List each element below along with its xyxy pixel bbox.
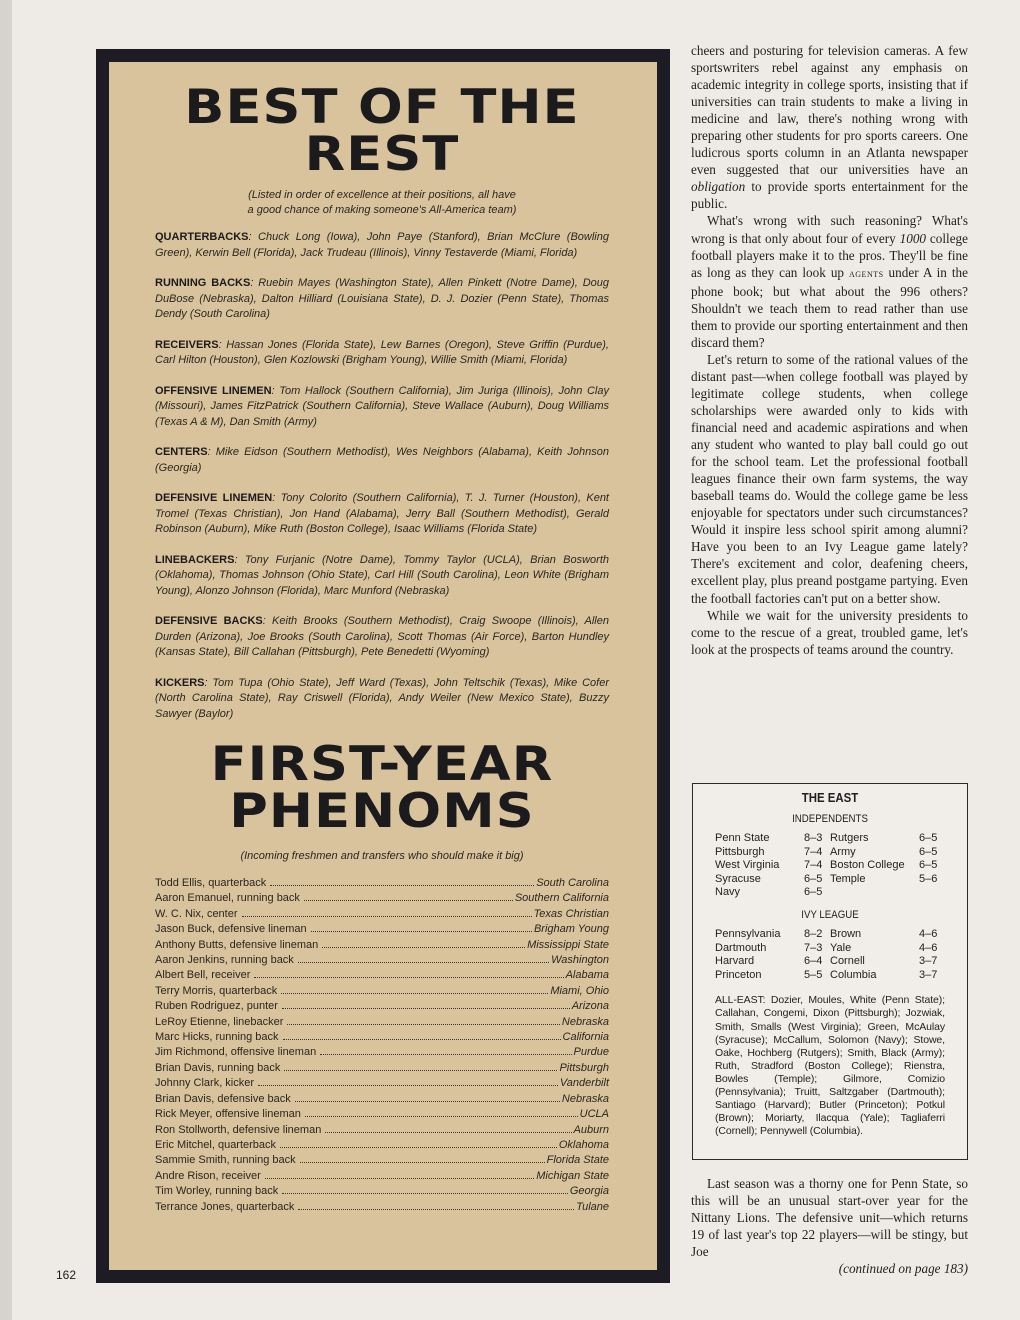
standings-row (715, 928, 830, 942)
phenom-row (155, 1200, 609, 1215)
team-name: Penn State (715, 832, 770, 844)
phenom-player: Anthony Butts, defensive lineman (155, 938, 319, 951)
team-name: Cornell (830, 955, 865, 968)
best-of-rest-title-line2: REST (304, 127, 460, 182)
phenom-row (155, 922, 609, 937)
team-record: 7–3 (804, 941, 823, 954)
ivy-right-column (830, 928, 945, 982)
article-paragraph: While we wait for the university presidents to come to the rescue of a great, troubled game, let's look at the prospects of teams around the country. (691, 607, 968, 657)
team-record: 7–4 (804, 845, 823, 858)
standings-row (715, 886, 830, 900)
phenom-row (155, 891, 609, 906)
team-name: Boston College (830, 859, 905, 872)
position-entry (155, 338, 609, 369)
phenom-player: Tim Worley, running back (155, 1185, 279, 1198)
position-players: : Ruebin Mayes (Washington State), Allen Pinkett (Notre Dame), Doug DuBose (Nebraska), Dalton Hilliard (Louisiana State), D. J. Dozier (Penn State), Thomas Dendy (South Carolina) (155, 277, 609, 320)
dot-leader (284, 1070, 557, 1071)
article-p2-smallcaps: agents (849, 267, 884, 280)
dot-leader (305, 1116, 578, 1117)
standings-row (715, 832, 830, 846)
dot-leader (283, 1039, 561, 1040)
position-label: QUARTERBACKS (155, 231, 249, 243)
dot-leader (320, 1054, 571, 1055)
team-record: 7–4 (804, 859, 823, 872)
article-p2c: under A in the phone book; but what about the 996 others? Shouldn't we teach them to read rather than use them to provide our sporting entertainment and then discard them? (691, 264, 968, 350)
phenom-row (155, 1030, 609, 1045)
standings-row (715, 846, 830, 860)
phenom-school: UCLA (579, 1108, 609, 1121)
phenom-player: Ruben Rodriguez, punter (155, 1000, 278, 1013)
phenom-player: Jim Richmond, offensive lineman (155, 1046, 317, 1059)
page-number: 162 (56, 1268, 77, 1282)
team-name: Rutgers (830, 832, 869, 844)
position-entry (155, 614, 609, 661)
best-of-rest-title-line1: BEST OF THE (184, 80, 580, 135)
standings-row (830, 846, 945, 860)
phenom-school: Tulane (576, 1200, 609, 1213)
phenom-player: Aaron Emanuel, running back (155, 892, 300, 905)
independents-table (715, 832, 945, 900)
team-record: 8–3 (804, 832, 823, 844)
team-name: Brown (830, 927, 862, 940)
dot-leader (280, 1147, 557, 1148)
standings-row (830, 832, 945, 846)
phenoms-title-line1: FIRST-YEAR (210, 737, 554, 792)
dot-leader (322, 947, 525, 948)
phenom-row (155, 1184, 609, 1199)
article-p1-emphasis: obligation (691, 179, 746, 195)
standings-row (715, 942, 830, 956)
phenom-player: Rick Meyer, offensive lineman (155, 1108, 301, 1121)
position-players: : Chuck Long (Iowa), John Paye (Stanford), Brian McClure (Bowling Green), Kerwin Bell (Florida), Jack Trudeau (Illinois), Vinny Testaverde (Miami, Florida) (155, 231, 609, 259)
phenom-row (155, 1138, 609, 1153)
position-label: KICKERS (155, 676, 205, 689)
dot-leader (298, 1209, 574, 1210)
sidebar-panel (109, 62, 657, 1270)
phenoms-title-line2: PHENOMS (229, 784, 535, 839)
team-record: 8–2 (804, 927, 823, 940)
independents-heading: INDEPENDENTS (792, 813, 868, 825)
team-name: West Virginia (715, 859, 780, 872)
standings-row (830, 955, 945, 969)
phenom-school: Pittsburgh (559, 1061, 609, 1074)
phenom-school: Vanderbilt (559, 1077, 609, 1090)
phenom-player: LeRoy Etienne, linebacker (155, 1015, 284, 1028)
standings-row (715, 859, 830, 873)
all-east-team: ALL-EAST: Dozier, Moules, White (Penn State); Callahan, Congemi, Dixon (Pittsburgh); Jozwiak, Smith, Smalls (West Virginia); Green, McAulay (Syracuse); McCallum, Solomon (Navy); Stowe, Oake, Hochberg (Rutgers); Smith, Black (Army); Ruth, Stradford (Boston College); Rienstra, Bowles (Temple); Gilmore, Comizio (Pennsylvania); Truitt, Saltzgaber (Dartmouth); Santiago (Harvard); Butler (Princeton); Potkul (Brown); Moriarty, Ilacqua (Yale); Tagliaferri (Cornell); Pennywell (Columbia). (715, 994, 945, 1138)
phenom-school: South Carolina (536, 877, 609, 889)
team-name: Dartmouth (715, 941, 767, 954)
position-label: LINEBACKERS (155, 553, 235, 566)
article-paragraph: Last season was a thorny one for Penn State, so this will be an unusual start-over year for the Nittany Lions. The defensive unit—which returns 19 of last year's top 22 players—will be stingy, but Joe (691, 1176, 968, 1259)
phenom-row (155, 1107, 609, 1122)
phenom-row (155, 876, 609, 891)
article-p2-emphasis: 1000 (899, 230, 926, 246)
phenom-row (155, 1169, 609, 1184)
standings-row (830, 969, 945, 983)
position-entry (155, 676, 609, 723)
article-p1: cheers and posturing for television cameras. A few sportswriters rebel against any emphasis on academic integrity in college sports, insisting that if universities can train students to make a living in medicine and law, there's nothing wrong with preparing other students for pro sports careers. One ludicrous sports column in an Atlanta newspaper even suggested that our universities have an (691, 43, 968, 178)
ivy-left-column (715, 928, 830, 982)
team-name: Temple (830, 872, 866, 885)
independents-right-column (830, 832, 945, 900)
ivy-league-heading: IVY LEAGUE (801, 908, 859, 921)
phenom-school: Mississippi State (527, 938, 609, 951)
position-entry (155, 553, 609, 600)
dot-leader (282, 1193, 568, 1194)
phenom-school: Michigan State (536, 1169, 609, 1182)
phenom-row (155, 1076, 609, 1091)
positions-list (155, 230, 609, 722)
phenom-player: Johnny Clark, kicker (155, 1077, 255, 1090)
team-record: 6–5 (804, 872, 823, 885)
dot-leader (295, 1101, 560, 1102)
article-column (691, 42, 968, 658)
position-entry (155, 384, 609, 431)
phenoms-subtitle: (Incoming freshmen and transfers who should make it big) (240, 850, 524, 862)
position-players: : Hassan Jones (Florida State), Lew Barnes (Oregon), Steve Griffin (Purdue), Carl Hilton (Houston), Glen Kozlowski (Brigham Young), Willie Smith (Miami, Florida) (155, 338, 609, 366)
phenom-row (155, 953, 609, 968)
phenom-school: Georgia (569, 1185, 609, 1198)
position-label: RECEIVERS (155, 338, 219, 351)
article-p2a: What's wrong with such reasoning? What's wrong is that only about four of every (691, 213, 968, 246)
dot-leader (242, 916, 532, 917)
dot-leader (254, 977, 563, 978)
article-p2b: college football players make it to the pros. They'll be fine as long as they can look up (691, 230, 968, 280)
article-continuation (691, 1175, 968, 1277)
team-record: 6–5 (919, 845, 938, 858)
position-label: OFFENSIVE LINEMEN (155, 384, 272, 397)
team-record: 6–4 (804, 955, 823, 968)
best-of-rest-subtitle-line2: a good chance of making someone's All-America team) (247, 204, 517, 216)
phenom-row (155, 1123, 609, 1138)
team-record: 4–6 (919, 927, 938, 940)
dot-leader (300, 1162, 545, 1163)
phenom-player: Ron Stollworth, defensive lineman (155, 1123, 322, 1136)
phenom-player: Aaron Jenkins, running back (155, 954, 294, 967)
standings-title: THE EAST (801, 790, 859, 805)
dot-leader (298, 962, 549, 963)
team-record: 6–5 (804, 886, 823, 899)
position-label: CENTERS (155, 446, 208, 458)
article-paragraph (691, 42, 968, 212)
phenom-school: California (562, 1031, 609, 1044)
phenom-player: Jason Buck, defensive lineman (155, 923, 307, 936)
dot-leader (287, 1024, 560, 1025)
team-name: Harvard (715, 955, 755, 968)
dot-leader (281, 993, 548, 994)
east-standings-box (692, 783, 968, 1160)
phenom-school: Washington (551, 954, 609, 967)
phenom-school: Purdue (573, 1046, 609, 1059)
phenom-player: Terry Morris, quarterback (155, 984, 278, 997)
position-entry (155, 230, 609, 261)
phenom-school: Alabama (565, 969, 609, 982)
standings-row (830, 942, 945, 956)
position-label: DEFENSIVE LINEMEN (155, 492, 273, 504)
phenom-player: Brian Davis, running back (155, 1061, 281, 1074)
phenom-row (155, 999, 609, 1014)
dot-leader (282, 1008, 570, 1009)
position-players: : Keith Brooks (Southern Methodist), Craig Swoope (Illinois), Allen Durden (Arizona), Joe Brooks (South Carolina), Scott Thomas (Air Force), Barton Hundley (Kansas State), Bill Callahan (Pittsburgh), Pete Benedetti (Wyoming) (155, 615, 609, 658)
position-players: : Tony Furjanic (Notre Dame), Tommy Taylor (UCLA), Brian Bosworth (Oklahoma), Thomas Johnson (Ohio State), Carl Hill (South Carolina), Leon White (Brigham Young), Alonzo Johnson (Florida), Marc Munford (Nebraska) (155, 553, 609, 597)
phenom-row (155, 968, 609, 983)
team-record: 6–5 (919, 832, 938, 844)
phenom-player: Brian Davis, defensive back (155, 1092, 291, 1105)
phenom-row (155, 1015, 609, 1030)
independents-left-column (715, 832, 830, 900)
standings-row (715, 873, 830, 887)
team-name: Pennsylvania (715, 927, 781, 940)
standings-row (830, 859, 945, 873)
team-record: 6–5 (919, 859, 938, 872)
position-label: DEFENSIVE BACKS (155, 615, 263, 627)
article-paragraph (691, 212, 968, 350)
phenom-row (155, 1153, 609, 1168)
team-record: 3–7 (919, 968, 938, 981)
phenom-school: Nebraska (561, 1015, 609, 1028)
standings-row (830, 928, 945, 942)
position-entry (155, 445, 609, 476)
position-label: RUNNING BACKS (155, 277, 251, 289)
ivy-league-table (715, 928, 945, 982)
position-players: : Tom Tupa (Ohio State), Jeff Ward (Texas), John Teltschik (Texas), Mike Cofer (North Carolina State), Ray Criswell (Florida), Andy Weiler (New Mexico State), Buzzy Sawyer (Baylor) (155, 676, 609, 720)
phenom-row (155, 907, 609, 922)
position-players: : Tom Hallock (Southern California), Jim Juriga (Illinois), John Clay (Missouri), James FitzPatrick (Southern California), Steve Wallace (Auburn), Doug Williams (Texas A & M), Dan Smith (Army) (155, 384, 609, 428)
position-entry (155, 276, 609, 323)
article-paragraph: Let's return to some of the rational values of the distant past—when college football was played by legitimate college students, when college scholarships were awarded only to kids with financial need and academic aspirations and when any student who wanted to play ball could go out for the school team. Let the professional football leagues finance their own farm systems, the way baseball teams do. Would the college game be less enjoyable for spectators under such circumstances? Would it inspire less school spirit among alumni? Have you been to an Ivy League game lately? There's excitement and color, deafening cheers, excellent play, plus preand postgame partying. Even the football factories can't put on a better show. (691, 351, 968, 606)
dot-leader (311, 931, 532, 932)
team-record: 5–5 (804, 968, 823, 981)
phenom-row (155, 984, 609, 999)
phenom-row (155, 1092, 609, 1107)
page-gutter-shadow (0, 0, 12, 1320)
position-players: : Mike Eidson (Southern Methodist), Wes Neighbors (Alabama), Keith Johnson (Georgia) (155, 446, 609, 474)
phenom-player: Andre Rison, receiver (155, 1169, 261, 1182)
phenom-row (155, 938, 609, 953)
phenom-school: Florida State (546, 1154, 609, 1167)
team-record: 3–7 (919, 955, 938, 968)
team-name: Army (830, 845, 856, 858)
team-name: Syracuse (715, 872, 761, 885)
team-name: Yale (830, 941, 852, 954)
phenom-school: Texas Christian (533, 907, 609, 920)
team-record: 4–6 (919, 941, 938, 954)
team-name: Columbia (830, 968, 877, 981)
team-record: 5–6 (919, 872, 938, 885)
team-name: Princeton (715, 968, 762, 981)
best-of-rest-subtitle-line1: (Listed in order of excellence at their positions, all have (248, 189, 516, 201)
phenom-school: Oklahoma (558, 1138, 609, 1151)
dot-leader (325, 1132, 571, 1133)
dot-leader (304, 900, 513, 901)
position-players: : Tony Colorito (Southern California), T. J. Turner (Houston), Kent Tromel (Texas Christian), Jon Hand (Alabama), Jerry Ball (Southern Methodist), Gerald Robinson (Auburn), Mike Ruth (Boston College), Isaac Williams (Florida State) (155, 492, 609, 535)
phenom-player: Albert Bell, receiver (155, 969, 251, 982)
team-name: Pittsburgh (715, 845, 765, 858)
phenom-school: Auburn (573, 1123, 609, 1136)
phenom-player: W. C. Nix, center (155, 907, 238, 920)
phenom-school: Nebraska (561, 1092, 609, 1105)
article-p1-end: to provide sports entertainment for the public. (691, 179, 968, 212)
phenom-player: Todd Ellis, quarterback (155, 877, 267, 889)
phenom-school: Miami, Ohio (550, 984, 609, 997)
phenom-school: Brigham Young (533, 923, 609, 936)
standings-row (830, 873, 945, 887)
phenom-school: Arizona (571, 1000, 609, 1013)
phenom-player: Terrance Jones, quarterback (155, 1200, 295, 1213)
phenom-school: Southern California (514, 892, 609, 905)
team-name: Navy (715, 886, 741, 899)
phenoms-list (155, 876, 609, 1215)
standings-row (715, 955, 830, 969)
phenom-player: Eric Mitchel, quarterback (155, 1138, 277, 1151)
continued-note: (continued on page 183) (838, 1261, 968, 1276)
phenom-player: Marc Hicks, running back (155, 1031, 279, 1044)
phenom-player: Sammie Smith, running back (155, 1154, 296, 1167)
dot-leader (258, 1085, 558, 1086)
phenom-row (155, 1061, 609, 1076)
phenom-row (155, 1045, 609, 1060)
sidebar-box (96, 49, 670, 1283)
position-entry (155, 491, 609, 538)
best-of-rest-subtitle (155, 188, 609, 218)
dot-leader (265, 1178, 534, 1179)
standings-row (715, 969, 830, 983)
dot-leader (270, 885, 534, 886)
